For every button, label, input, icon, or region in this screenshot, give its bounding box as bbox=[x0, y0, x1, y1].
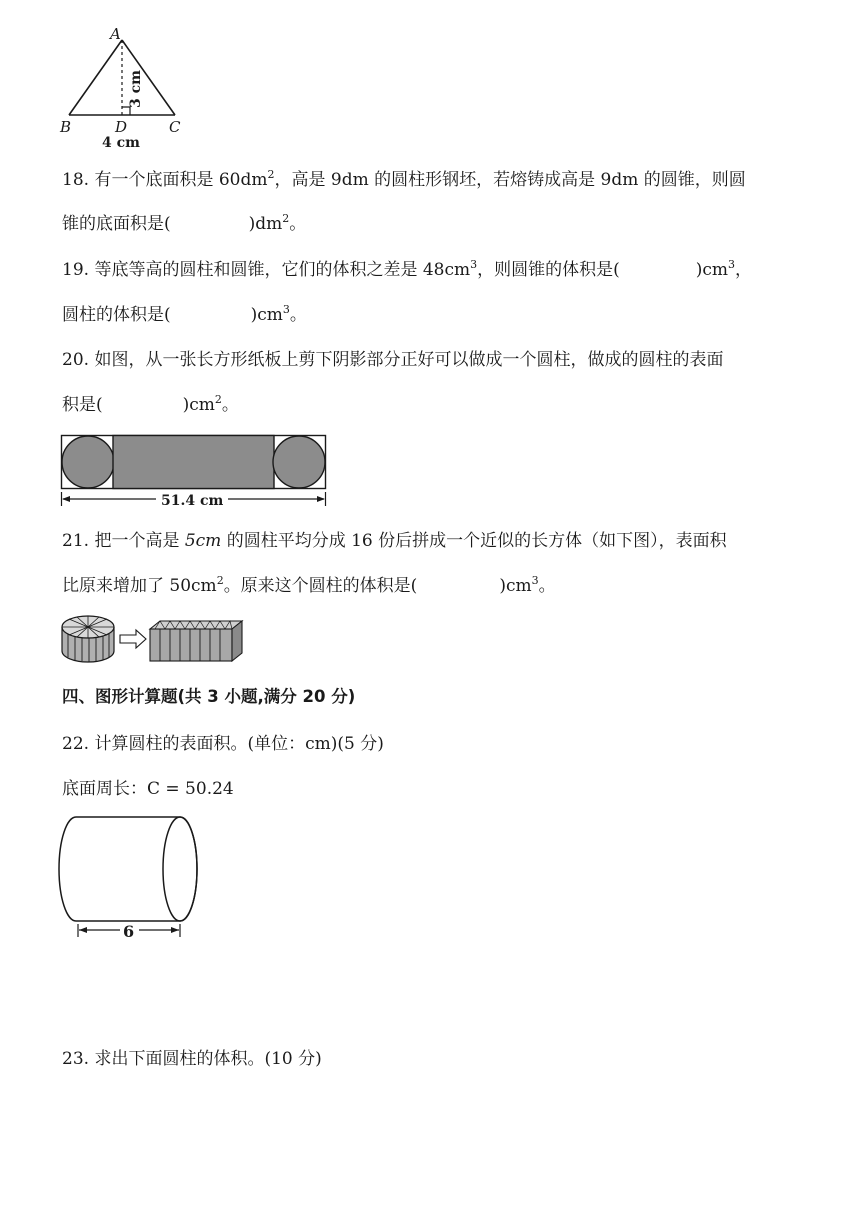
label-d: D bbox=[115, 118, 128, 136]
q18-line2: 锥的底面积是( )$dm^2$。 bbox=[62, 212, 307, 234]
net-right-circle bbox=[273, 436, 325, 488]
q23-line1: 23. 求出下面圆柱的体积。(10 分) bbox=[62, 1049, 322, 1069]
q19-line2: 圆柱的体积是( )$cm^3$。 bbox=[62, 303, 307, 325]
triangle-figure bbox=[58, 26, 198, 152]
q21-line1: 21. 把一个高是 5cm 的圆柱平均分成 16 份后拼成一个近似的长方体（如下图），表面积 bbox=[62, 531, 727, 551]
net-width-label: 51.4 cm bbox=[161, 493, 224, 509]
q20-line2: 积是( )$cm^2$。 bbox=[62, 393, 239, 415]
q18-line1: 18. 有一个底面积是 $60dm^2$，高是 9dm 的圆柱形钢坯，若熔铸成高是 9dm 的圆锥，则圆 bbox=[62, 168, 746, 190]
q21-line2: 比原来增加了 $50cm^2$。原来这个圆柱的体积是( )$cm^3$。 bbox=[62, 574, 556, 596]
net-left-circle bbox=[62, 436, 114, 488]
label-base: 4 cm bbox=[102, 135, 140, 151]
q20-line1: 20. 如图，从一张长方形纸板上剪下阴影部分正好可以做成一个圆柱，做成的圆柱的表面 bbox=[62, 350, 724, 370]
net-rectangle bbox=[113, 436, 274, 489]
section-heading: 四、图形计算题(共 3 小题,满分 20 分) bbox=[62, 687, 356, 706]
q22-line1: 22. 计算圆柱的表面积。(单位：cm)(5 分) bbox=[62, 734, 384, 754]
q19-line1: 19. 等底等高的圆柱和圆锥，它们的体积之差是 $48cm^3$，则圆锥的体积是( )$cm^3$， bbox=[62, 258, 753, 280]
label-a: A bbox=[110, 26, 121, 43]
cylinder-figure bbox=[58, 814, 203, 942]
cylinder-net-figure bbox=[60, 434, 330, 510]
label-height: 3 cm bbox=[128, 70, 144, 108]
label-b: B bbox=[60, 118, 72, 136]
q22-line2: 底面周长：C = 50.24 bbox=[62, 779, 234, 799]
label-c: C bbox=[169, 118, 181, 136]
cylinder-length-label: 6 bbox=[123, 922, 135, 941]
cylinder-to-cuboid-figure bbox=[60, 613, 246, 665]
